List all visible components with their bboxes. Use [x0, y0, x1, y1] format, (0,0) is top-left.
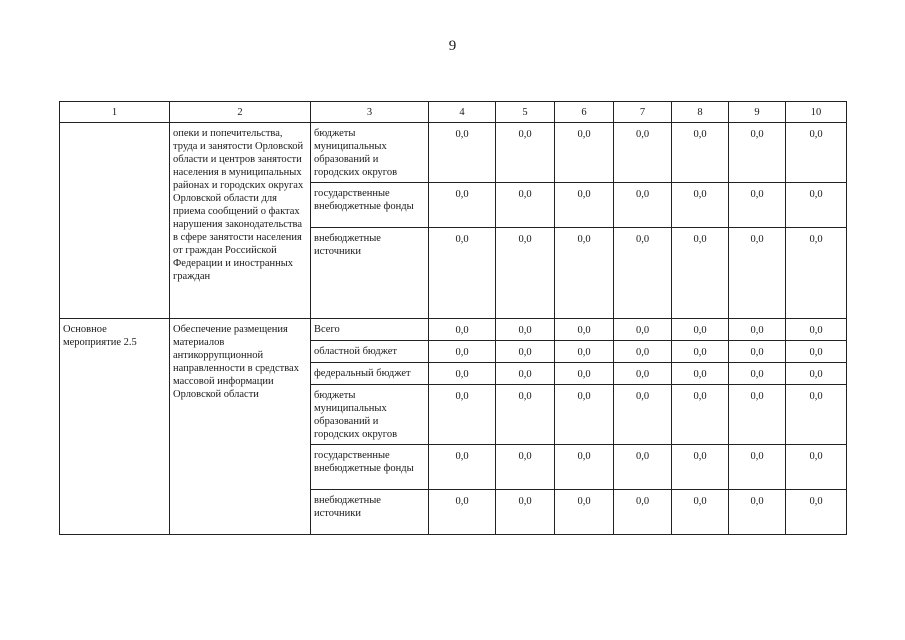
value-cell: 0,0 [614, 490, 672, 535]
value-cell: 0,0 [496, 341, 555, 363]
value-cell: 0,0 [429, 341, 496, 363]
measure-cell: Основное мероприятие 2.5 [60, 319, 170, 535]
table-row [60, 123, 847, 183]
source-cell: внебюджетные источники [311, 490, 429, 535]
value-cell: 0,0 [496, 445, 555, 490]
source-cell: федеральный бюджет [311, 363, 429, 385]
value-cell: 0,0 [672, 123, 729, 183]
value-cell: 0,0 [429, 490, 496, 535]
header-cell: 2 [170, 102, 311, 123]
value-cell: 0,0 [614, 363, 672, 385]
source-cell: бюджеты муниципальных образований и городских округов [311, 123, 429, 183]
value-cell: 0,0 [729, 490, 786, 535]
value-cell: 0,0 [786, 363, 847, 385]
value-cell: 0,0 [672, 183, 729, 228]
value-cell: 0,0 [672, 228, 729, 319]
header-row [60, 102, 847, 123]
header-cell: 3 [311, 102, 429, 123]
header-cell: 5 [496, 102, 555, 123]
measure-cell [60, 123, 170, 319]
value-cell: 0,0 [614, 123, 672, 183]
value-cell: 0,0 [555, 385, 614, 445]
page-number: 9 [448, 38, 457, 54]
value-cell: 0,0 [429, 123, 496, 183]
source-cell: Всего [311, 319, 429, 341]
value-cell: 0,0 [429, 183, 496, 228]
value-cell: 0,0 [786, 228, 847, 319]
value-cell: 0,0 [672, 363, 729, 385]
budget-table [59, 101, 847, 535]
value-cell: 0,0 [614, 341, 672, 363]
value-cell: 0,0 [729, 445, 786, 490]
value-cell: 0,0 [614, 183, 672, 228]
value-cell: 0,0 [672, 341, 729, 363]
value-cell: 0,0 [555, 341, 614, 363]
value-cell: 0,0 [729, 341, 786, 363]
description-cell: опеки и попечительства, труда и занятости Орловской области и центров занятости населения в муниципальных районах и городских округах Орловской области для приема сообщений о фактах нарушения законодательства в сфере занятости населения от граждан Российской Федерации и иностранных граждан [170, 123, 311, 319]
value-cell: 0,0 [672, 490, 729, 535]
value-cell: 0,0 [614, 319, 672, 341]
value-cell: 0,0 [786, 445, 847, 490]
value-cell: 0,0 [555, 363, 614, 385]
header-cell: 6 [555, 102, 614, 123]
value-cell: 0,0 [496, 363, 555, 385]
header-cell: 9 [729, 102, 786, 123]
value-cell: 0,0 [672, 445, 729, 490]
value-cell: 0,0 [786, 319, 847, 341]
value-cell: 0,0 [614, 445, 672, 490]
value-cell: 0,0 [429, 319, 496, 341]
value-cell: 0,0 [786, 385, 847, 445]
value-cell: 0,0 [614, 385, 672, 445]
value-cell: 0,0 [496, 490, 555, 535]
value-cell: 0,0 [786, 123, 847, 183]
header-cell: 1 [60, 102, 170, 123]
value-cell: 0,0 [786, 490, 847, 535]
source-cell: бюджеты муниципальных образований и городских округов [311, 385, 429, 445]
header-cell: 8 [672, 102, 729, 123]
value-cell: 0,0 [496, 319, 555, 341]
header-cell: 10 [786, 102, 847, 123]
value-cell: 0,0 [555, 183, 614, 228]
source-cell: внебюджетные источники [311, 228, 429, 319]
value-cell: 0,0 [729, 123, 786, 183]
source-cell: областной бюджет [311, 341, 429, 363]
value-cell: 0,0 [496, 385, 555, 445]
value-cell: 0,0 [729, 183, 786, 228]
header-cell: 4 [429, 102, 496, 123]
value-cell: 0,0 [555, 123, 614, 183]
value-cell: 0,0 [429, 363, 496, 385]
value-cell: 0,0 [555, 228, 614, 319]
value-cell: 0,0 [429, 228, 496, 319]
description-cell: Обеспечение размещения материалов антикоррупционной направленности в средствах массовой информации Орловской области [170, 319, 311, 535]
value-cell: 0,0 [786, 183, 847, 228]
value-cell: 0,0 [496, 123, 555, 183]
source-cell: государственные внебюджетные фонды [311, 445, 429, 490]
value-cell: 0,0 [672, 319, 729, 341]
value-cell: 0,0 [729, 363, 786, 385]
value-cell: 0,0 [786, 341, 847, 363]
value-cell: 0,0 [496, 228, 555, 319]
value-cell: 0,0 [496, 183, 555, 228]
value-cell: 0,0 [672, 385, 729, 445]
value-cell: 0,0 [555, 319, 614, 341]
value-cell: 0,0 [614, 228, 672, 319]
header-cell: 7 [614, 102, 672, 123]
table-row [60, 319, 847, 341]
value-cell: 0,0 [555, 490, 614, 535]
source-cell: государственные внебюджетные фонды [311, 183, 429, 228]
value-cell: 0,0 [555, 445, 614, 490]
value-cell: 0,0 [429, 445, 496, 490]
value-cell: 0,0 [729, 385, 786, 445]
value-cell: 0,0 [429, 385, 496, 445]
value-cell: 0,0 [729, 228, 786, 319]
value-cell: 0,0 [729, 319, 786, 341]
